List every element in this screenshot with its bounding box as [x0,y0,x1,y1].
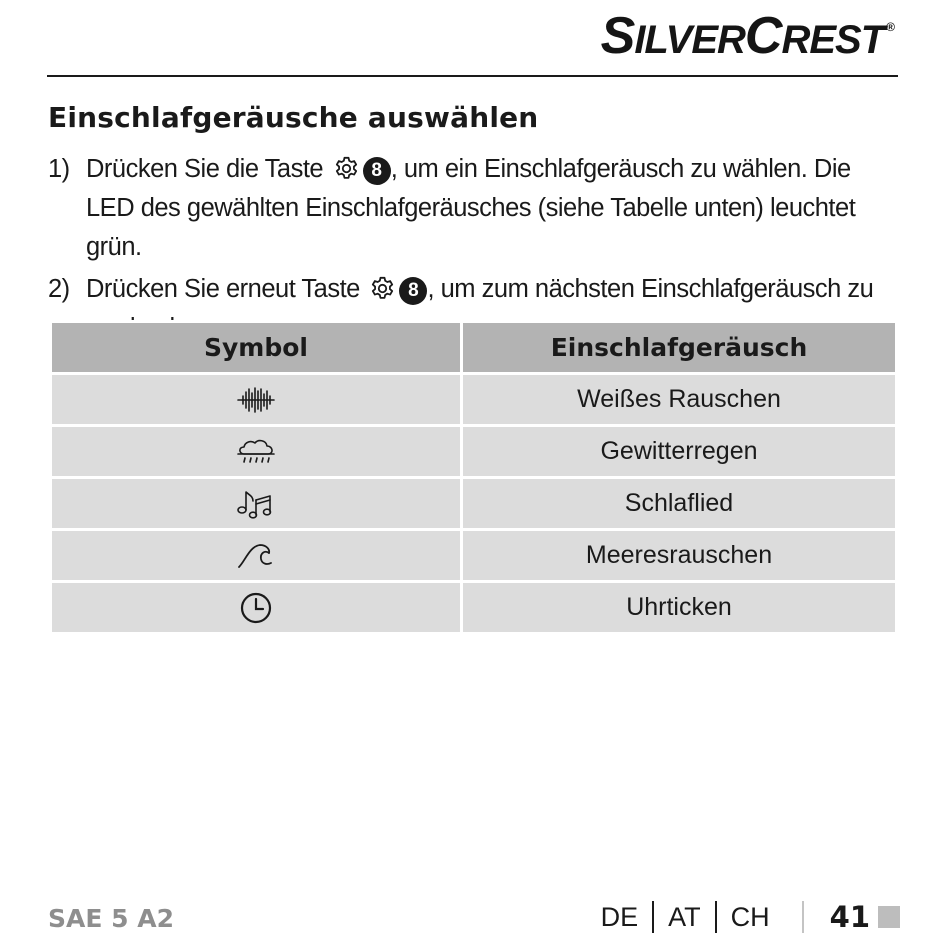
sound-label: Meeresrauschen [462,530,897,582]
page-number: 41 [829,900,870,934]
brand-logo: SILVERCREST ® [600,7,894,65]
country-de: DE [600,901,639,932]
rain-cloud-icon [236,437,276,467]
clock-icon [239,591,273,625]
step-text: , um ein Einschlafgeräusch zu wählen. Die LED des gewählten Einschlafgeräusches (siehe Tabelle unten) leuchtet grün. [86,155,856,261]
step-text: , um zum nächsten Einschlafgeräusch zu [427,275,874,303]
table-header-row [51,322,897,374]
country-at: AT [668,901,701,932]
gear-icon [333,155,360,182]
table-row [51,374,897,426]
button-8-badge: 8 [363,157,391,185]
step-number: 1) [48,155,70,183]
gear-icon [369,275,396,302]
section-heading: Einschlafgeräusche auswählen [48,101,539,134]
table-row [51,426,897,478]
footer-nav [601,900,900,934]
music-notes-icon [236,488,276,520]
step-text: Drücken Sie die Taste [86,155,324,183]
page-marker-square [878,906,900,928]
wave-icon [236,541,276,571]
step-text: Drücken Sie erneut Taste [86,275,360,303]
white-noise-icon [237,386,275,414]
sound-table [49,320,898,635]
button-8-badge: 8 [399,277,427,305]
sound-label: Uhrticken [462,582,897,634]
table-row [51,530,897,582]
table-row [51,478,897,530]
sound-label: Weißes Rauschen [462,374,897,426]
sound-label: Gewitterregen [462,426,897,478]
header-rule [47,75,898,77]
column-header-sound: Einschlafgeräusch [462,322,897,374]
divider [802,901,804,933]
step-number: 2) [48,275,70,303]
divider [652,901,654,933]
model-number: SAE 5 A2 [48,904,174,933]
instruction-step-1 [48,150,900,267]
divider [715,901,717,933]
column-header-symbol: Symbol [51,322,462,374]
country-ch: CH [730,901,770,932]
sound-label: Schlaflied [462,478,897,530]
table-row [51,582,897,634]
